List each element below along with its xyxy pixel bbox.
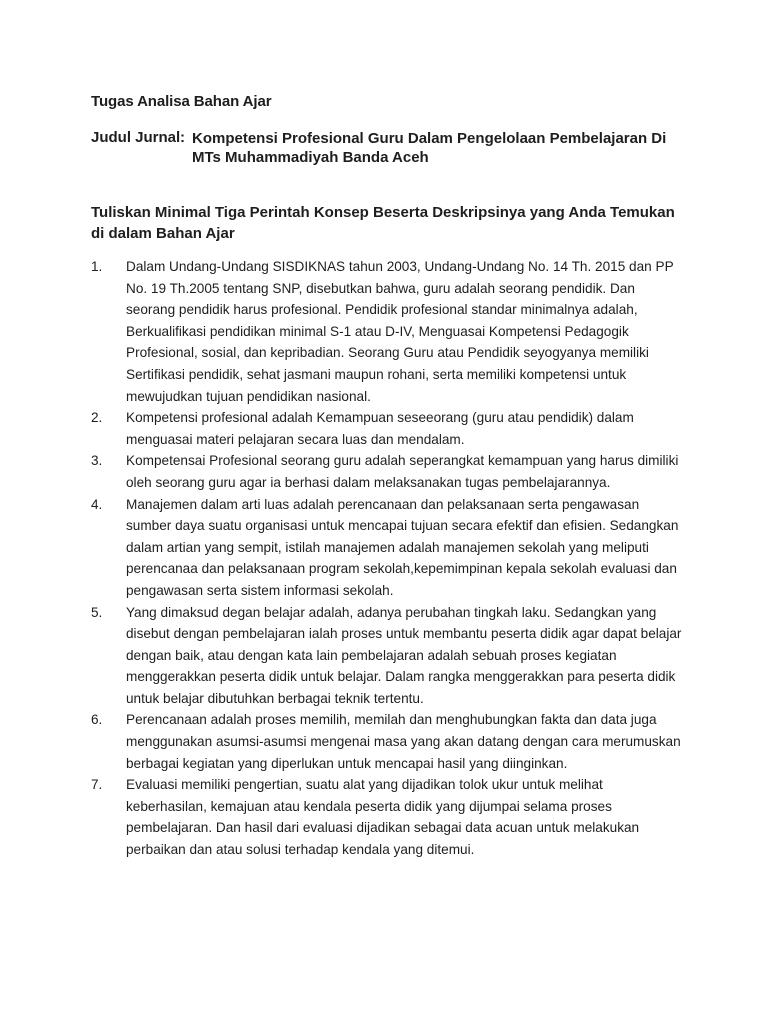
list-item-text: Kompetensi profesional adalah Kemampuan seseeorang (guru atau pendidik) dalam menguasai materi pelajaran secara luas dan mendalam. bbox=[126, 410, 634, 447]
list-item bbox=[91, 709, 691, 774]
list-item bbox=[91, 494, 691, 602]
list-item-number: 5. bbox=[91, 604, 103, 620]
list-item-number: 4. bbox=[91, 496, 103, 512]
list-item bbox=[91, 774, 691, 860]
list-item bbox=[91, 407, 691, 450]
list-item-text: Perencanaan adalah proses memilih, memilah dan menghubungkan fakta dan data juga menggunakan asumsi-asumsi mengenai masa yang akan datang dengan cara merumuskan berbagai kegiatan yang diperlukan untuk mencapai hasil yang diinginkan. bbox=[126, 712, 681, 771]
journal-label: Judul Jurnal bbox=[91, 129, 181, 146]
list-item-text: Evaluasi memiliki pengertian, suatu alat yang dijadikan tolok ukur untuk melihat keberhasilan, kemajuan atau kendala peserta didik yang dijumpai selama proses pembelajaran. Dan hasil dari evaluasi dijadikan sebagai data acuan untuk melakukan perbaikan dan atau solusi terhadap kendala yang ditemui. bbox=[126, 777, 640, 858]
list-item-text: Kompetensai Profesional seorang guru adalah seperangkat kemampuan yang harus dimiliki oleh seorang guru agar ia berhasi dalam melaksanakan tugas pembelajarannya. bbox=[126, 453, 679, 490]
journal-colon: : bbox=[180, 129, 185, 146]
list-item bbox=[91, 450, 691, 493]
list-item-text: Dalam Undang-Undang SISDIKNAS tahun 2003, Undang-Undang No. 14 Th. 2015 dan PP No. 19 Th.2005 tentang SNP, disebutkan bahwa, guru adalah seorang pendidik. Dan seorang pendidik harus profesional. Pendidik profesional standar minimalnya adalah, Berkualifikasi pendidikan minimal S-1 atau D-IV, Menguasai Kompetensi Pedagogik Profesional, sosial, dan kepribadian. Seorang Guru atau Pendidik seyogyanya memiliki Sertifikasi pendidik, sehat jasmani maupun rohani, serta memiliki kompetensi untuk mewujudkan tujuan pendidikan nasional. bbox=[126, 259, 674, 404]
list-item-number: 6. bbox=[91, 712, 103, 728]
list-item-number: 7. bbox=[91, 777, 103, 793]
list-item-text: Manajemen dalam arti luas adalah perencanaan dan pelaksanaan serta pengawasan sumber daya suatu organisasi untuk mencapai tujuan secara efektif dan efisien. Sedangkan dalam artian yang sempit, istilah manajemen adalah manajemen sekolah yang meliputi perencanaa dan pelaksanaan program sekolah,kepemimpinan kepala sekolah evaluasi dan pengawasan serta sistem informasi sekolah. bbox=[126, 496, 679, 598]
document-title: Tugas Analisa Bahan Ajar bbox=[91, 93, 272, 110]
list-item-number: 1. bbox=[91, 259, 103, 274]
concept-list bbox=[91, 256, 691, 861]
list-item-number: 2. bbox=[91, 410, 103, 426]
task-heading: Tuliskan Minimal Tiga Perintah Konsep Beserta Deskripsinya yang Anda Temukan di dalam Bahan Ajar bbox=[91, 204, 675, 242]
list-item-text: Yang dimaksud degan belajar adalah, adanya perubahan tingkah laku. Sedangkan yang disebut dengan pembelajaran ialah proses untuk membantu peserta didik agar dapat belajar dengan baik, atau dengan kata lain pembelajaran adalah sebuah proses kegiatan menggerakkan peserta didik untuk belajar. Dalam rangka menggerakkan para peserta didik untuk belajar dibutuhkan berbagai teknik tertentu. bbox=[126, 604, 682, 706]
list-item bbox=[91, 602, 691, 710]
list-item bbox=[91, 256, 691, 407]
journal-title: Kompetensi Profesional Guru Dalam Pengelolaan Pembelajaran Di MTs Muhammadiyah Banda Aceh bbox=[192, 130, 667, 166]
list-item-number: 3. bbox=[91, 453, 103, 469]
